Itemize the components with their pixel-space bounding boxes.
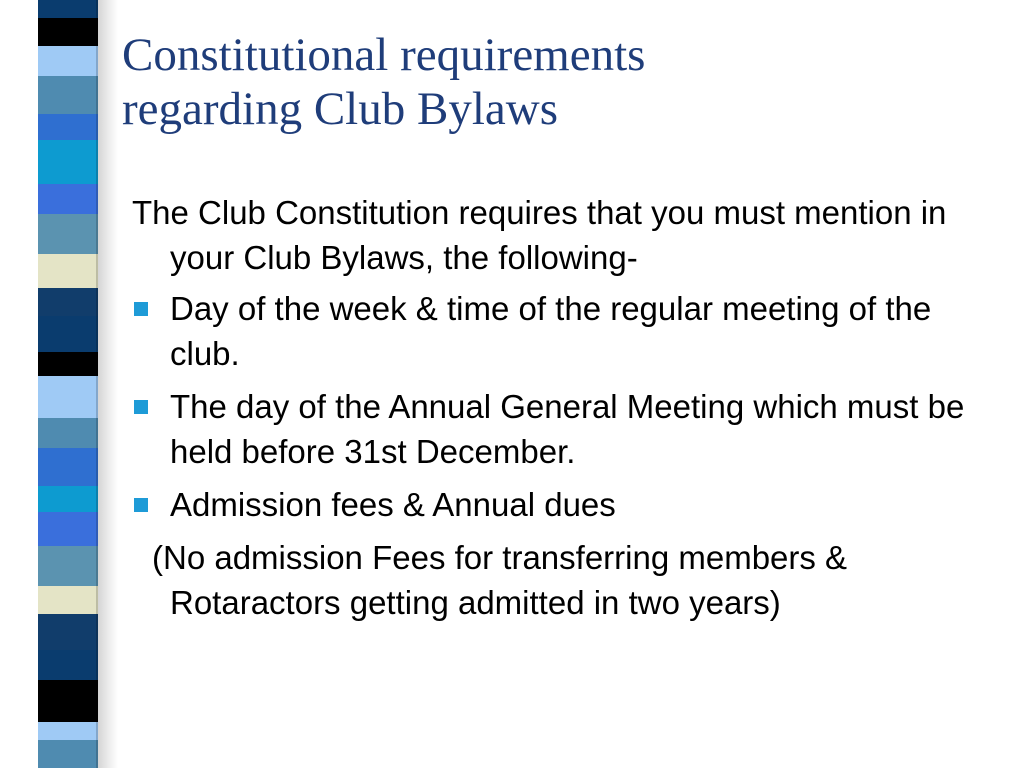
square-bullet-icon xyxy=(134,400,148,414)
stripe-block xyxy=(38,254,98,288)
stripe-block xyxy=(38,418,98,448)
bullet-text: Day of the week & time of the regular meeting of the club. xyxy=(170,290,932,372)
stripe-block xyxy=(38,740,98,768)
stripe-block xyxy=(38,288,98,316)
title-line-1: Constitutional requirements xyxy=(122,29,646,81)
stripe-block xyxy=(38,722,98,740)
stripe-shadow xyxy=(96,0,118,768)
square-bullet-icon xyxy=(134,302,148,316)
stripe-block xyxy=(38,316,98,352)
stripe-block xyxy=(38,0,98,18)
stripe-block xyxy=(38,650,98,680)
bullet-item xyxy=(132,384,1002,474)
stripe-block xyxy=(38,680,98,722)
title-line-2: regarding Club Bylaws xyxy=(122,83,558,135)
stripe-block xyxy=(38,512,98,546)
bullet-text: Admission fees & Annual dues xyxy=(170,486,616,523)
stripe-block xyxy=(38,486,98,512)
bullet-item xyxy=(132,286,1002,376)
stripe-block xyxy=(38,614,98,650)
stripe-block xyxy=(38,586,98,614)
bullet-item xyxy=(132,482,1002,527)
stripe-block xyxy=(38,76,98,114)
stripe-block xyxy=(38,184,98,214)
bullet-text: The day of the Annual General Meeting which must be held before 31st December. xyxy=(170,388,965,470)
stripe-block xyxy=(38,546,98,586)
stripe-block xyxy=(38,352,98,376)
note-paragraph: (No admission Fees for transferring members & Rotaractors getting admitted in two years) xyxy=(152,539,848,621)
stripe-block xyxy=(38,140,98,184)
intro-paragraph: The Club Constitution requires that you must mention in your Club Bylaws, the following- xyxy=(132,194,947,276)
stripe-block xyxy=(38,18,98,46)
square-bullet-icon xyxy=(134,498,148,512)
slide-title xyxy=(122,28,1002,136)
stripe-block xyxy=(38,46,98,76)
slide-body xyxy=(132,190,1002,625)
stripe-block xyxy=(38,214,98,254)
stripe-block xyxy=(38,448,98,486)
stripe-block xyxy=(38,114,98,140)
stripe-block xyxy=(38,376,98,418)
